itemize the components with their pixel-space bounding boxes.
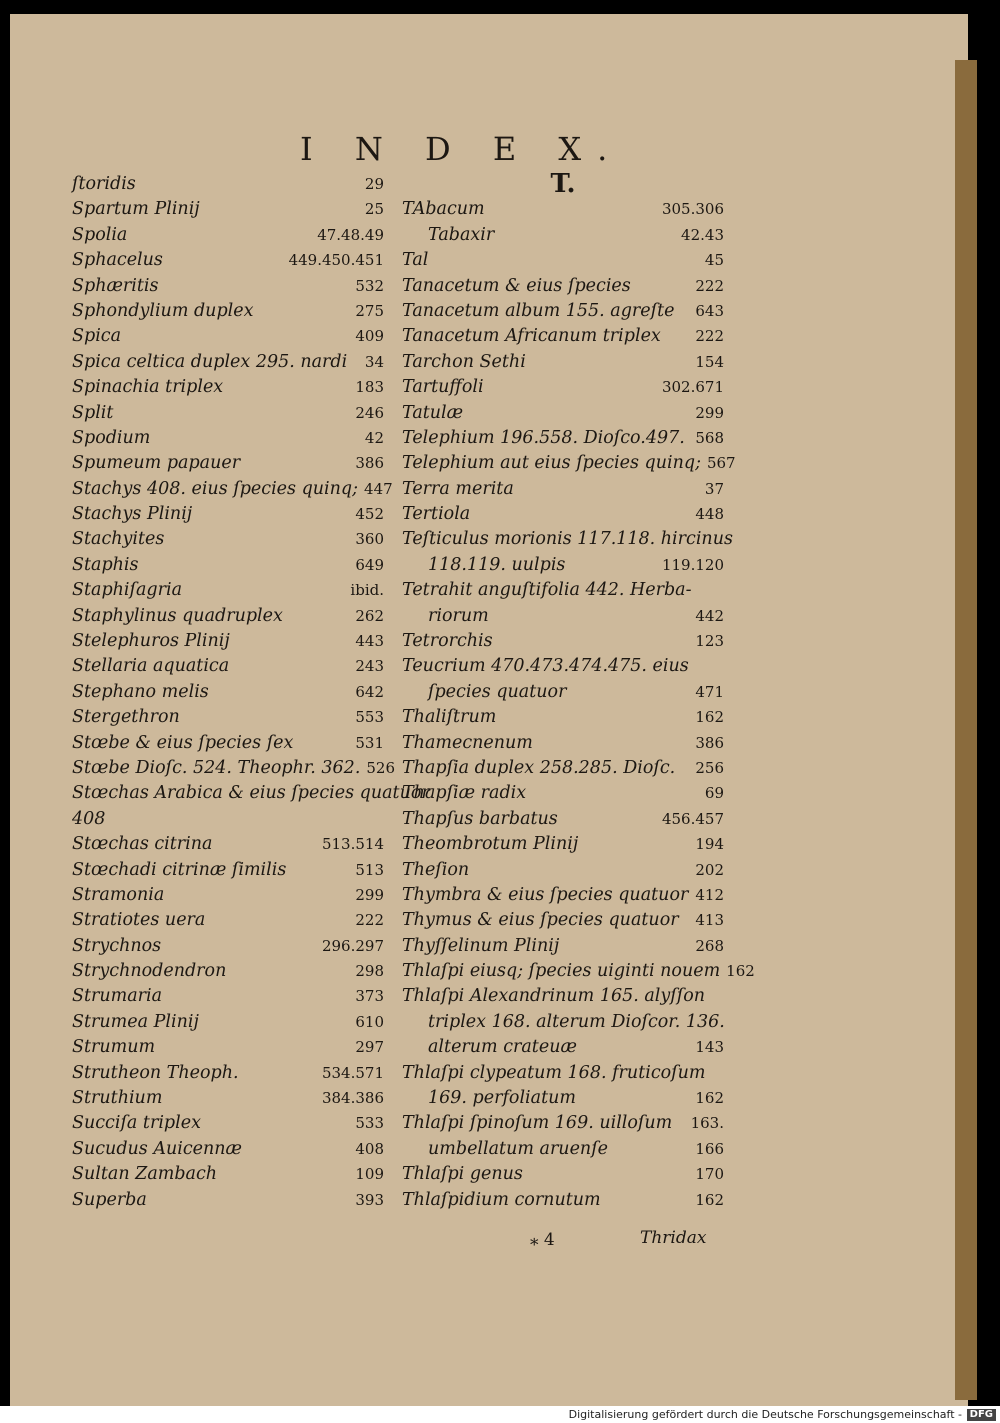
entry-pages: 170 xyxy=(695,1165,724,1184)
entry-name: Stramonia xyxy=(72,884,165,905)
index-entry xyxy=(72,1188,384,1213)
index-entry xyxy=(72,908,384,933)
entry-pages: 449.450.451 xyxy=(288,251,384,270)
entry-pages: 202 xyxy=(695,860,724,879)
index-entry xyxy=(402,934,724,959)
index-entry xyxy=(402,350,724,375)
page-heading: I N D E X. xyxy=(300,130,624,168)
entry-name: Telephium aut eius ſpecies quinq; xyxy=(402,453,701,474)
entry-pages: 643 xyxy=(695,301,724,320)
entry-name: alterum crateuæ xyxy=(428,1037,577,1058)
index-entry xyxy=(72,527,384,552)
entry-name: Sphacelus xyxy=(72,250,163,271)
entry-pages: 373 xyxy=(355,987,384,1006)
entry-name: Stœchas Arabica & eius ſpecies quatuor xyxy=(72,783,430,804)
entry-pages: 297 xyxy=(355,1038,384,1057)
index-entry xyxy=(72,781,430,806)
entry-name: Struthium xyxy=(72,1088,163,1109)
dfg-logo: DFG xyxy=(967,1409,996,1421)
index-entry xyxy=(402,1137,724,1162)
entry-pages: 384.386 xyxy=(321,1089,384,1108)
index-entry xyxy=(402,731,724,756)
entry-name: Sucudus Auicennæ xyxy=(72,1138,243,1159)
entry-name: Tanacetum Africanum triplex xyxy=(402,326,661,347)
entry-pages: 243 xyxy=(355,657,384,676)
index-entry xyxy=(402,807,724,832)
entry-name: Thapſiæ radix xyxy=(402,783,527,804)
entry-name: Strutheon Theoph. xyxy=(72,1062,239,1083)
index-entry xyxy=(72,1137,384,1162)
entry-name: Stergethron xyxy=(72,707,180,728)
entry-name: TAbacum xyxy=(402,199,485,220)
entry-pages: 513.514 xyxy=(321,835,384,854)
entry-pages: 37 xyxy=(704,479,724,498)
entry-pages: 183 xyxy=(355,378,384,397)
index-entry xyxy=(72,502,384,527)
entry-name: Sphondylium duplex xyxy=(72,300,254,321)
index-entry xyxy=(72,680,384,705)
entry-name: Stachyites xyxy=(72,529,165,550)
index-entry xyxy=(72,274,384,299)
index-entry xyxy=(72,883,384,908)
entry-pages: 262 xyxy=(355,606,384,625)
index-entry xyxy=(72,299,384,324)
index-entry xyxy=(402,629,724,654)
entry-name: Thyſſelinum Plinij xyxy=(402,935,560,956)
index-entry xyxy=(402,1061,724,1086)
index-entry xyxy=(402,527,733,552)
index-entry xyxy=(72,451,384,476)
index-entry xyxy=(402,654,724,679)
index-entry xyxy=(72,705,384,730)
index-entry xyxy=(402,197,724,222)
entry-name: Tanacetum album 155. agreſte xyxy=(402,300,675,321)
entry-name: Stœbe Dioſc. 524. Theophr. 362. xyxy=(72,757,361,778)
section-letter xyxy=(402,168,724,199)
entry-pages: 154 xyxy=(695,352,724,371)
entry-name: Spodium xyxy=(72,427,151,448)
index-entry xyxy=(402,426,724,451)
entry-pages: 526 xyxy=(366,758,396,777)
index-entry xyxy=(402,324,724,349)
entry-pages: 222 xyxy=(355,911,384,930)
entry-pages: 610 xyxy=(355,1012,384,1031)
entry-name: Theombrotum Plinij xyxy=(402,834,579,855)
entry-pages: 298 xyxy=(355,962,384,981)
index-entry xyxy=(402,908,724,933)
entry-name: Thlaſpi Alexandrinum 165. alyſſon xyxy=(402,986,706,1007)
entry-pages: 513 xyxy=(355,860,384,879)
index-entry xyxy=(402,604,724,629)
index-entry xyxy=(72,756,396,781)
entry-pages: 299 xyxy=(695,403,724,422)
entry-name: Superba xyxy=(72,1189,147,1210)
entry-pages: 42 xyxy=(364,428,384,447)
index-entry xyxy=(72,324,384,349)
index-entry xyxy=(72,1086,384,1111)
index-entry xyxy=(72,172,384,197)
entry-pages: 649 xyxy=(355,555,384,574)
entry-name: Thymbra & eius ſpecies quatuor xyxy=(402,884,689,905)
entry-name: Sphæritis xyxy=(72,275,159,296)
entry-name: Stephano melis xyxy=(72,681,209,702)
entry-name: Succiſa triplex xyxy=(72,1113,201,1134)
entry-pages: 162 xyxy=(695,708,724,727)
entry-pages: 268 xyxy=(695,936,724,955)
entry-pages: 299 xyxy=(355,885,384,904)
index-entry xyxy=(72,578,384,603)
entry-name: Thlaſpi clypeatum 168. fruticoſum xyxy=(402,1062,706,1083)
index-entry xyxy=(72,223,384,248)
index-entry xyxy=(72,1111,384,1136)
entry-name: Teſticulus morionis 117.118. hircinus xyxy=(402,529,733,550)
index-entry xyxy=(402,959,755,984)
index-entry xyxy=(402,1111,724,1136)
entry-name: Strychnodendron xyxy=(72,961,227,982)
entry-name: Tertiola xyxy=(402,504,471,525)
entry-name: Spica celtica duplex 295. nardi xyxy=(72,351,348,372)
index-entry xyxy=(402,477,724,502)
entry-name: Thlaſpi genus xyxy=(402,1164,523,1185)
index-entry xyxy=(72,1061,384,1086)
entry-name: Thapſia duplex 258.285. Dioſc. xyxy=(402,757,676,778)
index-entry xyxy=(402,1188,724,1213)
entry-name: Strychnos xyxy=(72,935,162,956)
entry-name: Staphis xyxy=(72,554,139,575)
entry-name: Staphylinus quadruplex xyxy=(72,605,283,626)
entry-pages: 222 xyxy=(695,327,724,346)
index-entry xyxy=(72,604,384,629)
index-entry xyxy=(402,274,724,299)
index-entry xyxy=(402,756,724,781)
entry-pages: 275 xyxy=(355,301,384,320)
entry-pages: 29 xyxy=(364,174,384,193)
index-entry xyxy=(72,553,384,578)
entry-pages: 302.671 xyxy=(661,378,724,397)
entry-pages: 246 xyxy=(355,403,384,422)
entry-pages: 34 xyxy=(364,352,384,371)
entry-pages: 412 xyxy=(695,885,724,904)
entry-name: triplex 168. alterum Dioſcor. 136. xyxy=(428,1011,725,1032)
entry-pages: 531 xyxy=(355,733,384,752)
footer-credit: Digitalisierung gefördert durch die Deutsche Forschungsgemeinschaft - xyxy=(568,1408,962,1421)
index-entry xyxy=(402,1035,724,1060)
entry-pages: 471 xyxy=(695,682,724,701)
entry-pages: 533 xyxy=(355,1114,384,1133)
entry-name: Tabaxir xyxy=(428,224,495,245)
entry-pages: 393 xyxy=(355,1190,384,1209)
entry-name: Spumeum papauer xyxy=(72,453,241,474)
entry-name: ſpecies quatuor xyxy=(428,681,567,702)
entry-pages: 409 xyxy=(355,327,384,346)
index-entry xyxy=(402,401,724,426)
entry-name: Thymus & eius ſpecies quatuor xyxy=(402,910,679,931)
entry-name: Stœbe & eius ſpecies ſex xyxy=(72,732,294,753)
index-entry xyxy=(402,223,724,248)
entry-pages: 109 xyxy=(355,1165,384,1184)
entry-name: Split xyxy=(72,402,114,423)
entry-pages: 568 xyxy=(695,428,724,447)
entry-name: Thamecnenum xyxy=(402,732,533,753)
entry-pages: 456.457 xyxy=(661,809,724,828)
entry-pages: 413 xyxy=(695,911,724,930)
entry-name: 118.119. uulpis xyxy=(428,554,566,575)
entry-pages: 25 xyxy=(364,200,384,219)
entry-pages: 386 xyxy=(355,454,384,473)
index-entry xyxy=(72,1010,384,1035)
entry-name: Thlaſpidium cornutum xyxy=(402,1189,601,1210)
index-entry xyxy=(72,248,384,273)
entry-pages: 305.306 xyxy=(661,200,724,219)
index-entry xyxy=(72,629,384,654)
entry-name: Telephium 196.558. Dioſco.497. xyxy=(402,427,685,448)
entry-pages: 442 xyxy=(695,606,724,625)
entry-pages: 162 xyxy=(695,1190,724,1209)
entry-name: Thaliſtrum xyxy=(402,707,497,728)
entry-pages: 642 xyxy=(355,682,384,701)
entry-pages: 69 xyxy=(704,784,724,803)
index-entry xyxy=(402,680,724,705)
index-entry xyxy=(72,832,384,857)
index-entry xyxy=(72,985,384,1010)
index-entry xyxy=(72,731,384,756)
entry-pages: 452 xyxy=(355,505,384,524)
entry-name: Strumaria xyxy=(72,986,163,1007)
entry-pages: 45 xyxy=(704,251,724,270)
entry-pages: 360 xyxy=(355,530,384,549)
index-entry xyxy=(402,705,724,730)
index-entry xyxy=(402,832,724,857)
index-entry xyxy=(72,1035,384,1060)
entry-name: Thlaſpi eiusq; ſpecies uiginti nouem xyxy=(402,961,721,982)
entry-name: Theſion xyxy=(402,859,470,880)
index-entry xyxy=(402,985,724,1010)
index-entry xyxy=(72,654,384,679)
index-entry xyxy=(402,248,724,273)
entry-name: Tetrahit anguſtifolia 442. Herba- xyxy=(402,580,692,601)
index-entry xyxy=(402,451,736,476)
entry-pages: 443 xyxy=(355,632,384,651)
entry-name: T. xyxy=(550,168,576,199)
index-entry xyxy=(72,1162,384,1187)
entry-pages: 163. xyxy=(690,1114,724,1133)
entry-name: Thapſus barbatus xyxy=(402,808,558,829)
index-entry xyxy=(402,1010,724,1035)
index-entry xyxy=(402,858,724,883)
entry-name: Spica xyxy=(72,326,122,347)
entry-pages: 123 xyxy=(695,632,724,651)
entry-pages: ibid. xyxy=(350,581,384,600)
index-entry xyxy=(402,502,724,527)
entry-pages: 162 xyxy=(695,1089,724,1108)
entry-pages: 119.120 xyxy=(661,555,724,574)
index-entry xyxy=(402,883,724,908)
entry-pages: 47.48.49 xyxy=(317,225,384,244)
entry-pages: 143 xyxy=(695,1038,724,1057)
entry-name: Terra merita xyxy=(402,478,514,499)
entry-name: Stellaria aquatica xyxy=(72,656,230,677)
entry-name: Strumea Plinij xyxy=(72,1011,199,1032)
index-entry xyxy=(402,553,724,578)
entry-name: Tetrorchis xyxy=(402,631,493,652)
entry-name: Spolia xyxy=(72,224,128,245)
index-entry xyxy=(72,375,384,400)
entry-pages: 296.297 xyxy=(321,936,384,955)
entry-name: Stachys Plinij xyxy=(72,504,193,525)
entry-name: Tarchon Sethi xyxy=(402,351,526,372)
entry-name: ſtoridis xyxy=(72,173,136,194)
entry-pages: 42.43 xyxy=(681,225,724,244)
entry-name: Spinachia triplex xyxy=(72,377,224,398)
entry-name: Stœchadi citrinæ ſimilis xyxy=(72,859,287,880)
entry-pages: 448 xyxy=(695,505,724,524)
entry-pages: 553 xyxy=(355,708,384,727)
entry-pages: 166 xyxy=(695,1139,724,1158)
index-entry xyxy=(402,578,724,603)
entry-name: Tartuffoli xyxy=(402,377,484,398)
entry-name: Spartum Plinij xyxy=(72,199,200,220)
entry-pages: 386 xyxy=(695,733,724,752)
entry-name: Tatulæ xyxy=(402,402,464,423)
entry-name: Teucrium 470.473.474.475. eius xyxy=(402,656,689,677)
entry-pages: 447 xyxy=(364,479,393,498)
entry-pages: 162 xyxy=(726,962,755,981)
index-entry xyxy=(72,426,384,451)
entry-name: Tal xyxy=(402,250,429,271)
index-entry xyxy=(402,299,724,324)
entry-name: Tanacetum & eius ſpecies xyxy=(402,275,631,296)
index-entry xyxy=(72,350,384,375)
entry-pages: 256 xyxy=(695,758,724,777)
entry-name: Stœchas citrina xyxy=(72,834,213,855)
index-column-right xyxy=(402,168,755,1213)
index-entry xyxy=(402,1086,724,1111)
index-entry xyxy=(72,959,384,984)
signature-mark: ⁎ 4 xyxy=(530,1230,555,1250)
entry-name: umbellatum aruenſe xyxy=(428,1138,609,1159)
entry-pages: 532 xyxy=(355,276,384,295)
entry-name: Stachys 408. eius ſpecies quinq; xyxy=(72,478,359,499)
entry-name: 408 xyxy=(72,808,106,829)
entry-name: Thlaſpi ſpinoſum 169. uilloſum xyxy=(402,1113,673,1134)
index-entry xyxy=(72,197,384,222)
entry-pages: 194 xyxy=(695,835,724,854)
entry-pages: 408 xyxy=(355,1139,384,1158)
entry-name: 169. perfoliatum xyxy=(428,1088,576,1109)
entry-name: Sultan Zambach xyxy=(72,1164,218,1185)
index-entry xyxy=(72,477,393,502)
entry-name: Stelephuros Plinij xyxy=(72,631,230,652)
index-entry xyxy=(402,1162,724,1187)
entry-name: Strumum xyxy=(72,1037,156,1058)
page-edge xyxy=(955,60,977,1400)
footer-bar xyxy=(0,1406,1000,1423)
catchword: Thridax xyxy=(640,1228,707,1248)
entry-name: riorum xyxy=(428,605,489,626)
index-entry xyxy=(72,934,384,959)
index-entry xyxy=(402,375,724,400)
entry-name: Stratiotes uera xyxy=(72,910,206,931)
entry-pages: 534.571 xyxy=(321,1063,384,1082)
index-entry xyxy=(72,401,384,426)
index-entry xyxy=(72,807,384,832)
index-entry xyxy=(72,858,384,883)
entry-pages: 567 xyxy=(706,454,736,473)
entry-pages: 222 xyxy=(695,276,724,295)
entry-name: Staphiſagria xyxy=(72,580,183,601)
index-entry xyxy=(402,781,724,806)
